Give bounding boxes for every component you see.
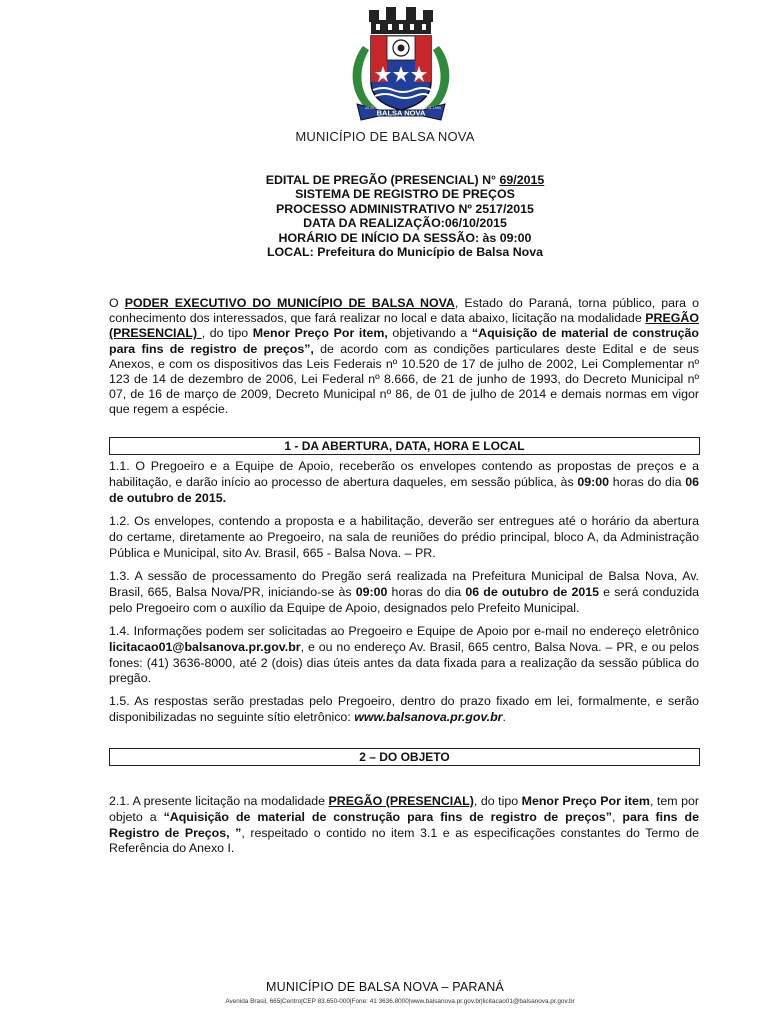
para-text: , do tipo	[473, 794, 522, 808]
intro-bold: PREGÃO (PRESENCIAL)	[109, 311, 699, 341]
paragraph-1-3	[109, 569, 699, 616]
para-bold: 09:00	[577, 474, 610, 489]
crest-ribbon-text: BALSA NOVA	[376, 108, 426, 118]
title-line-horario: HORÁRIO DE INÍCIO DA SESSÃO: às 09:00	[278, 230, 532, 245]
para-bold: 06 de outubro de 2015.	[109, 474, 699, 505]
para-bold: 09:00	[355, 584, 388, 599]
para-text: 1.5. As respostas serão prestadas pelo Pregoeiro, dentro do prazo fixado em lei, formalmente, e serão disponibilizadas no seguinte sítio eletrônico:	[109, 694, 699, 724]
contact-email-link[interactable]: licitacao01@balsanova.pr.gov.br	[109, 639, 301, 654]
para-text: 1.4. Informações podem ser solicitadas ao Pregoeiro e Equipe de Apoio por e-mail no endereço eletrônico	[109, 624, 699, 638]
para-bold: PREGÃO (PRESENCIAL)	[328, 794, 474, 808]
intro-text: de acordo com as condições particulares deste Edital e de seus Anexos, e com os dispositivos das Leis Federais nº 10.520 de 17 de julho de 2002, Lei Complementar nº 123 de 14 de dezembro de 2006, Lei Federal nº 8.666, de 21 de junho de 1993, do Decreto Municipal nº 07, de 16 de março de 2009, Decreto Municipal nº 86, de 01 de julho de 2014 e demais normas em vigor que regem a espécie.	[109, 341, 699, 417]
title-line-registro: SISTEMA DE REGISTRO DE PREÇOS	[295, 187, 515, 202]
paragraph-1-4	[109, 624, 699, 687]
para-text: 1.3. A sessão de processamento do Pregão será realizada na Prefeitura Municipal de Balsa Nova, Av. Brasil, 665, Balsa Nova/PR, iniciando-se às	[109, 569, 699, 599]
title-edital-number: 69/2015	[499, 173, 545, 187]
intro-text: , do tipo	[201, 326, 253, 341]
title-edital-prefix: EDITAL DE PREGÃO (PRESENCIAL) N°	[265, 173, 500, 187]
section-heading-abertura: 1 - DA ABERTURA, DATA, HORA E LOCAL	[109, 437, 700, 455]
para-text: horas do dia	[609, 474, 686, 489]
para-bold: “Aquisição de material de construção para fins de registro de preços”	[163, 809, 612, 824]
intro-paragraph	[109, 296, 699, 418]
footer-address: Avenida Brasil, 665|Centro|CEP 83.650-000|Fone: 41 3636.8000|www.balsanova.pr.gov.br|licitacao01@balsanova.pr.gov.br	[225, 998, 575, 1005]
para-text: , tem por objeto a	[109, 794, 699, 824]
para-text: e será conduzida pelo Pregoeiro com o auxílio da Equipe de Apoio, designados pelo Prefeito Municipal.	[109, 584, 699, 615]
intro-text: objetivando a	[387, 326, 472, 341]
para-text: .	[502, 709, 506, 724]
paragraph-2-1	[109, 794, 699, 857]
para-bold: Menor Preço Por item	[521, 794, 650, 808]
edital-title-block	[0, 173, 770, 259]
municipality-header: MUNICÍPIO DE BALSA NOVA	[295, 129, 475, 144]
paragraph-1-5	[109, 694, 699, 726]
municipal-crest-icon	[343, 6, 459, 130]
para-text: 1.1. O Pregoeiro e a Equipe de Apoio, receberão os envelopes contendo as propostas de preços e a habilitação, e darão início ao processo de abertura daqueles, em sessão pública, às	[109, 459, 699, 489]
para-text: , e ou no endereço Av. Brasil, 665 centro, Balsa Nova. – PR, e ou pelos fones: (41) 3636-8000, até 2 (dois) dias úteis antes da data fixada para a realização da sessão pública do pregão.	[109, 639, 699, 686]
para-text: ,	[611, 809, 623, 824]
paragraph-1-2: 1.2. Os envelopes, contendo a proposta e a habilitação, deverão ser entregues até o horário da abertura do certame, diretamente ao Pregoeiro, na sala de reuniões do prédio principal, bloco A, da Administração Pública e Municipal, sito Av. Brasil, 665 - Balsa Nova. – PR.	[109, 514, 699, 560]
website-link[interactable]: www.balsanova.pr.gov.br	[354, 709, 503, 724]
para-text: horas do dia	[387, 584, 466, 599]
intro-bold: “Aquisição de material de construção para fins de registro de preços”,	[109, 326, 700, 356]
crest-right-date: 04.11.1993	[423, 106, 441, 110]
para-text: , respeitado o contido no item 3.1 e as especificações constantes do Termo de Referência do Anexo I.	[109, 825, 699, 856]
section-heading-objeto: 2 – DO OBJETO	[109, 748, 700, 766]
intro-text: O	[109, 296, 125, 310]
title-line-local: LOCAL: Prefeitura do Município de Balsa Nova	[266, 245, 544, 260]
paragraph-1-1	[109, 459, 699, 506]
title-line-data: DATA DA REALIZAÇÃO:06/10/2015	[303, 216, 507, 231]
para-bold: 06 de outubro de 2015	[465, 584, 600, 599]
mural-crown	[369, 7, 433, 34]
title-line-processo: PROCESSO ADMINISTRATIVO Nº 2517/2015	[276, 201, 534, 216]
intro-text: , Estado do Paraná, torna público, para o conhecimento dos interessados, que fará realizar no local e data abaixo, licitação na modalidade	[109, 296, 699, 326]
intro-bold: Menor Preço Por item,	[252, 326, 388, 341]
para-bold: para fins de Registro de Preços, ”	[109, 809, 700, 840]
para-text: 2.1. A presente licitação na modalidade	[109, 794, 329, 808]
footer-title: MUNICÍPIO DE BALSA NOVA – PARANÁ	[266, 980, 504, 994]
title-line-edital	[0, 173, 770, 187]
crest-left-date: 29.01.1992	[365, 106, 383, 110]
intro-bold: PODER EXECUTIVO DO MUNICÍPIO DE BALSA NOVA	[124, 296, 455, 310]
